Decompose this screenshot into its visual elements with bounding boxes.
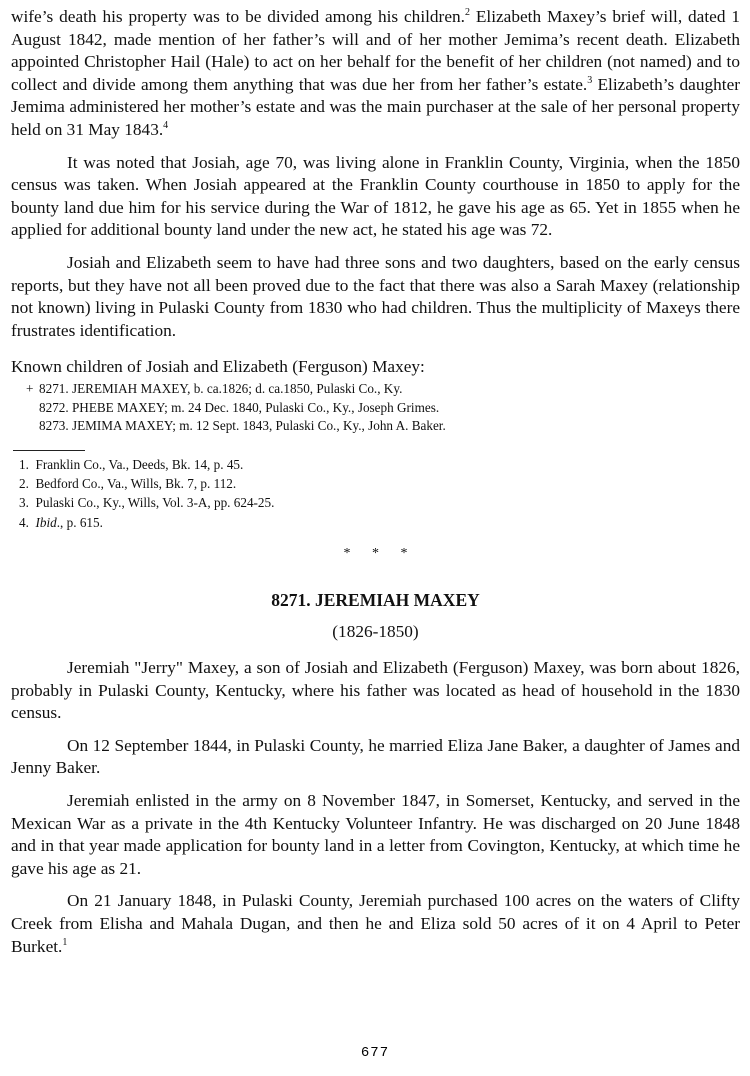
footnote-text: Bedford Co., Va., Wills, Bk. 7, p. 112.: [35, 476, 237, 492]
footnote-number: 1.: [19, 456, 29, 472]
footnote: [11, 513, 740, 532]
paragraph-land: [11, 890, 740, 958]
footnote: [11, 493, 740, 512]
child-text: 8273. JEMIMA MAXEY; m. 12 Sept. 1843, Pulaski Co., Ky., John A. Baker.: [39, 418, 446, 434]
continued-line-marker: +: [26, 381, 34, 397]
footnotes: [11, 455, 740, 532]
paragraph-birth: Jeremiah "Jerry" Maxey, a son of Josiah and Elizabeth (Ferguson) Maxey, was born about 1826, probably in Pulaski County, Kentucky, where his father was located as head of household in the 1830 census.: [11, 658, 740, 723]
footnote-ref: 3: [587, 75, 593, 87]
paragraph-military: Jeremiah enlisted in the army on 8 November 1847, in Somerset, Kentucky, and served in the Mexican War as a private in the 4th Kentucky Volunteer Infantry. He was discharged on 20 June 1848 and in that year made application for bounty land in a letter from Covington, Kentucky, at which time he gave his age as 21.: [11, 790, 740, 878]
footnote-rule: [13, 450, 85, 451]
section-dates: (1826-1850): [332, 622, 419, 641]
paragraph-text: Elizabeth Maxey’s brief will, dated 1 August 1842, made mention of her father’s will and of her mother Jemima’s recent death. Elizabeth appointed Christopher Hail (Hale) to act on her behalf for the benefit of her children (not named) and to collect and divide among them anything that was due her from her father’s estate.: [11, 7, 740, 94]
footnote-ref: 4: [163, 120, 169, 132]
section-separator: * * *: [343, 546, 417, 561]
footnote-ref: 1: [62, 936, 68, 948]
section-title: 8271. JEREMIAH MAXEY: [271, 590, 480, 610]
paragraph-text: Elizabeth’s daughter Jemima administered her mother’s estate and was the main purchaser at the sale of her personal property held on 31 May 1843.: [11, 74, 740, 139]
footnote: [11, 474, 740, 493]
paragraph-children-summary: Josiah and Elizabeth seem to have had three sons and two daughters, based on the early census reports, but they have not all been proved due to the fact that there was also a Sarah Maxey (relationship not known) living in Pulaski County from 1830 who had children. Thus the multiplicity of Maxeys there frustrates identification.: [11, 252, 740, 340]
paragraph-text: wife’s death his property was to be divided among his children.: [11, 7, 465, 26]
paragraph-will: [11, 6, 740, 142]
children-list: [11, 380, 740, 436]
child-text: 8271. JEREMIAH MAXEY, b. ca.1826; d. ca.1850, Pulaski Co., Ky.: [39, 381, 403, 397]
footnote-text: Franklin Co., Va., Deeds, Bk. 14, p. 45.: [35, 456, 244, 472]
child-text: 8272. PHEBE MAXEY; m. 24 Dec. 1840, Pulaski Co., Ky., Joseph Grimes.: [39, 399, 440, 415]
footnote-number: 3.: [19, 495, 29, 511]
footnote-text: Pulaski Co., Ky., Wills, Vol. 3-A, pp. 624-25.: [35, 495, 275, 511]
child-item: [11, 380, 740, 399]
footnote: [11, 455, 740, 474]
footnote-ibid: Ibid: [35, 514, 57, 530]
children-heading: Known children of Josiah and Elizabeth (Ferguson) Maxey:: [11, 357, 425, 377]
paragraph-census: It was noted that Josiah, age 70, was living alone in Franklin County, Virginia, when the 1850 census was taken. When Josiah appeared at the Franklin County courthouse in 1850 to apply for the bounty land due him for his service during the War of 1812, he gave his age as 65. Yet in 1855 when he applied for additional bounty land under the new act, he stated his age was 72.: [11, 152, 740, 240]
child-item: [11, 417, 740, 436]
footnote-number: 4.: [19, 514, 29, 530]
paragraph-text: On 21 January 1848, in Pulaski County, Jeremiah purchased 100 acres on the waters of Clifty Creek from Elisha and Mahala Dugan, and then he and Eliza sold 50 acres of it on 4 April to Peter Burket.: [11, 891, 740, 956]
page-number: 677: [360, 1045, 390, 1061]
paragraph-marriage: On 12 September 1844, in Pulaski County, he married Eliza Jane Baker, a daughter of James and Jenny Baker.: [11, 735, 740, 778]
footnote-text: ., p. 615.: [56, 514, 103, 530]
child-item: [11, 399, 740, 418]
footnote-ref: 2: [464, 7, 470, 19]
footnote-number: 2.: [19, 476, 29, 492]
